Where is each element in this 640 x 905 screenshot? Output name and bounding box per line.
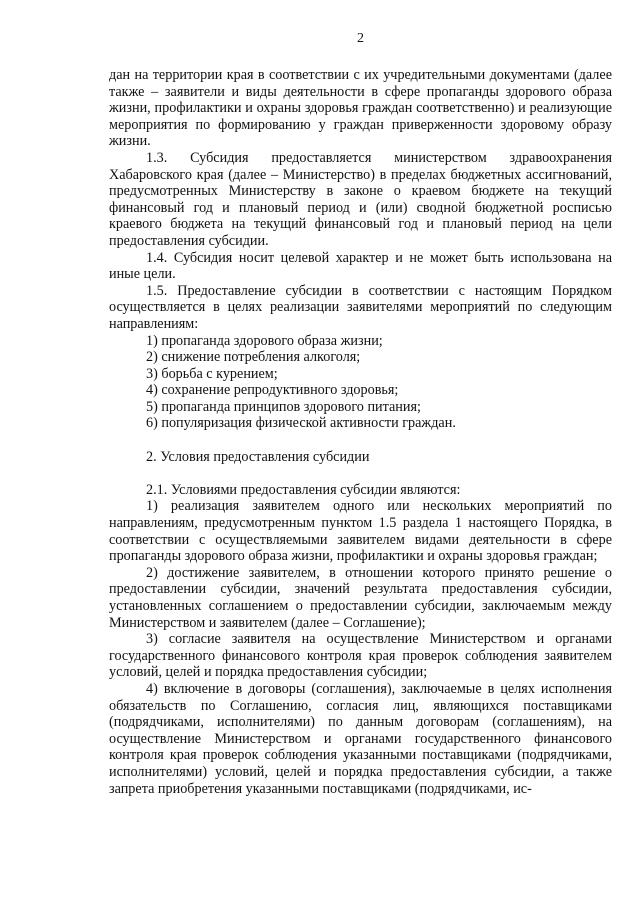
paragraph-p-1-3: 1.3. Субсидия предоставляется министерством здравоохранения Хабаровского края (далее – Министерство) в пределах бюджетных ассигнований, предусмотренных Министерству в законе о краевом бюджете на текущий финансовый год и плановый период и (или) сводной бюджетной росписью краевого бюджета на текущий финансовый год и плановый период на цели предоставления субсидии. [109,149,612,249]
paragraph-p-1-4: 1.4. Субсидия носит целевой характер и не может быть использована на иные цели. [109,249,612,283]
direction-item: 2) снижение потребления алкоголя; [146,349,361,366]
paragraph-p-2-1: 2.1. Условиями предоставления субсидии являются: [146,481,461,498]
paragraph-p-1-5: 1.5. Предоставление субсидии в соответствии с настоящим Порядком осуществляется в целях реализации заявителями мероприятий по следующим направлениям: [109,282,612,332]
direction-item: 1) пропаганда здорового образа жизни; [146,332,383,349]
direction-item: 5) пропаганда принципов здорового питания; [146,398,421,415]
section-heading: 2. Условия предоставления субсидии [146,448,370,465]
direction-item: 3) борьба с курением; [146,365,278,382]
paragraph-p-continuation: дан на территории края в соответствии с их учредительными документами (далее также – заявители и виды деятельности в сфере пропаганды здорового образа жизни, профилактики и охраны здоровья граждан соответственно) и реализующие мероприятия по формированию у граждан приверженности здоровому образу жизни. [109,67,612,150]
paragraph-p-cond-3: 3) согласие заявителя на осуществление Министерством и органами государственного финансового контроля края проверок соблюдения заявителем условий, целей и порядка предоставления субсидии; [109,631,612,681]
paragraph-p-cond-2: 2) достижение заявителем, в отношении которого принято решение о предоставлении субсидии, значений результата предоставления субсидии, установленных соглашением о предоставлении субсидии, заключаемым между Министерством и заявителем (далее – Соглашение); [109,564,612,631]
direction-item: 4) сохранение репродуктивного здоровья; [146,382,399,399]
section-1-continuation [109,67,612,333]
document-body [109,67,612,797]
directions-list [109,333,612,433]
direction-item: 6) популяризация физической активности граждан. [146,415,456,432]
paragraph-p-cond-1: 1) реализация заявителем одного или нескольких мероприятий по направлениям, предусмотренным пунктом 1.5 раздела 1 настоящего Порядка, в соответствии с осуществляемыми заявителем видами деятельности в сфере пропаганды здорового образа жизни, профилактики и охраны здоровья граждан; [109,498,612,565]
page-number: 2 [357,31,364,46]
paragraph-p-cond-4: 4) включение в договоры (соглашения), заключаемые в целях исполнения обязательств по Соглашению, согласия лиц, являющихся поставщиками (подрядчиками, исполнителями) по данным договорам (соглашениям), на осуществление Министерством и органами государственного финансового контроля края проверок соблюдения указанными поставщиками (подрядчиками, исполнителями) условий, целей и порядка предоставления субсидии, а также запрета приобретения указанными поставщиками (подрядчиками, ис- [109,680,612,797]
section-2-body [109,482,612,797]
document-page [109,30,612,797]
